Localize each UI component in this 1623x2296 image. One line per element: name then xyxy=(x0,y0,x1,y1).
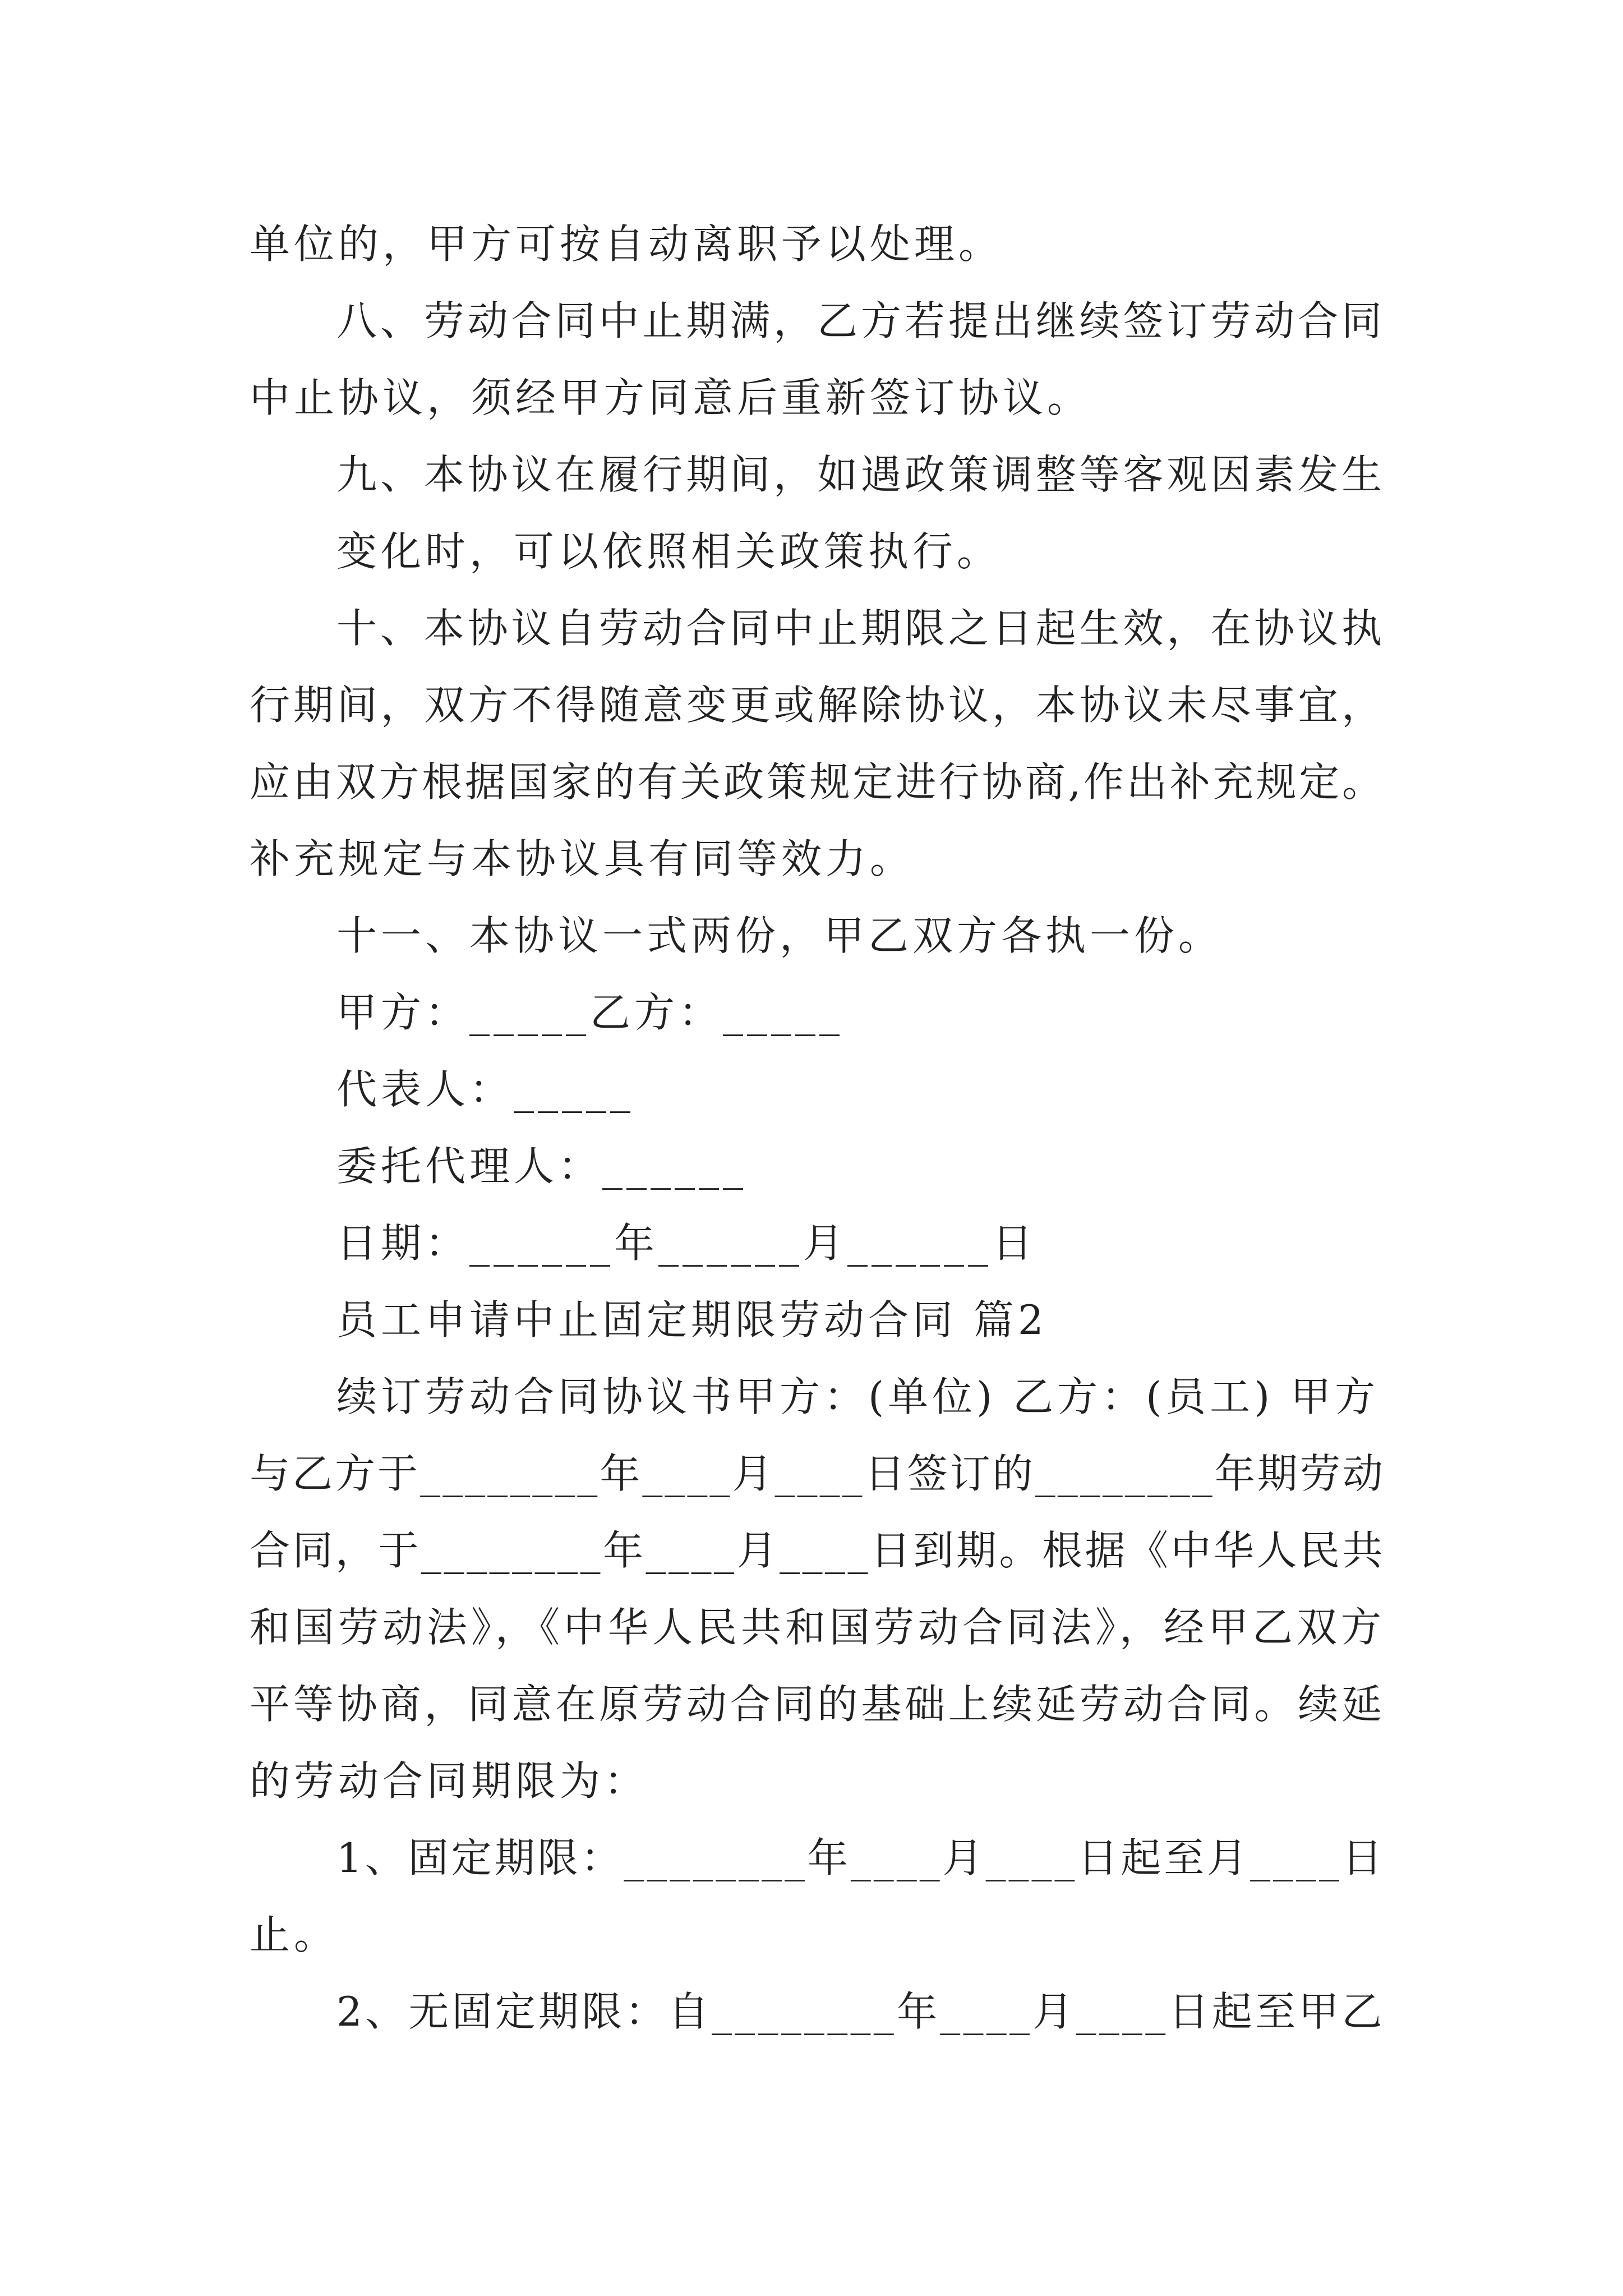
text-line: 续订劳动合同协议书甲方：(单位) 乙方：(员工) 甲方 xyxy=(336,1373,1380,1420)
signature-line: 代表人：_____ xyxy=(336,1066,635,1113)
text-line: 单位的，甲方可按自动离职予以处理。 xyxy=(250,220,1003,268)
text-line: 变化时，可以依照相关政策执行。 xyxy=(336,528,1002,575)
text-line: 行期间，双方不得随意变更或解除协议，本协议未尽事宜， xyxy=(250,682,1386,729)
date-line: 日期：______年______月______日 xyxy=(336,1220,1037,1267)
text-line: 十、本协议自劳动合同中止期限之日起生效，在协议执 xyxy=(336,605,1386,652)
text-line: 2、无固定期限：自________年____月____日起至甲乙 xyxy=(336,1988,1385,2035)
text-line: 应由双方根据国家的有关政策规定进行协商,作出补充规定。 xyxy=(250,758,1385,806)
text-line: 1、固定期限：________年____月____日起至月____日 xyxy=(336,1834,1385,1881)
text-line: 平等协商，同意在原劳动合同的基础上续延劳动合同。续延 xyxy=(250,1681,1386,1728)
text-line: 合同，于________年____月____日到期。根据《中华人民共 xyxy=(250,1527,1386,1574)
text-line: 的劳动合同期限为： xyxy=(250,1757,649,1805)
signature-line: 委托代理人：______ xyxy=(336,1143,748,1190)
section-heading: 员工申请中止固定期限劳动合同 篇2 xyxy=(336,1296,1048,1343)
text-line: 补充规定与本协议具有同等效力。 xyxy=(250,835,915,882)
text-line: 与乙方于________年____月____日签订的________年期劳动 xyxy=(250,1450,1386,1497)
text-line: 中止协议，须经甲方同意后重新签订协议。 xyxy=(250,374,1092,421)
signature-line: 甲方：_____乙方：_____ xyxy=(336,989,844,1036)
text-line: 八、劳动合同中止期满，乙方若提出继续签订劳动合同 xyxy=(336,297,1386,344)
text-line: 止。 xyxy=(250,1911,339,1958)
text-line: 十一、本协议一式两份，甲乙双方各执一份。 xyxy=(336,912,1223,959)
text-line: 和国劳动法》，《中华人民共和国劳动合同法》，经甲乙双方 xyxy=(250,1604,1386,1651)
text-line: 九、本协议在履行期间，如遇政策调整等客观因素发生 xyxy=(336,451,1386,498)
